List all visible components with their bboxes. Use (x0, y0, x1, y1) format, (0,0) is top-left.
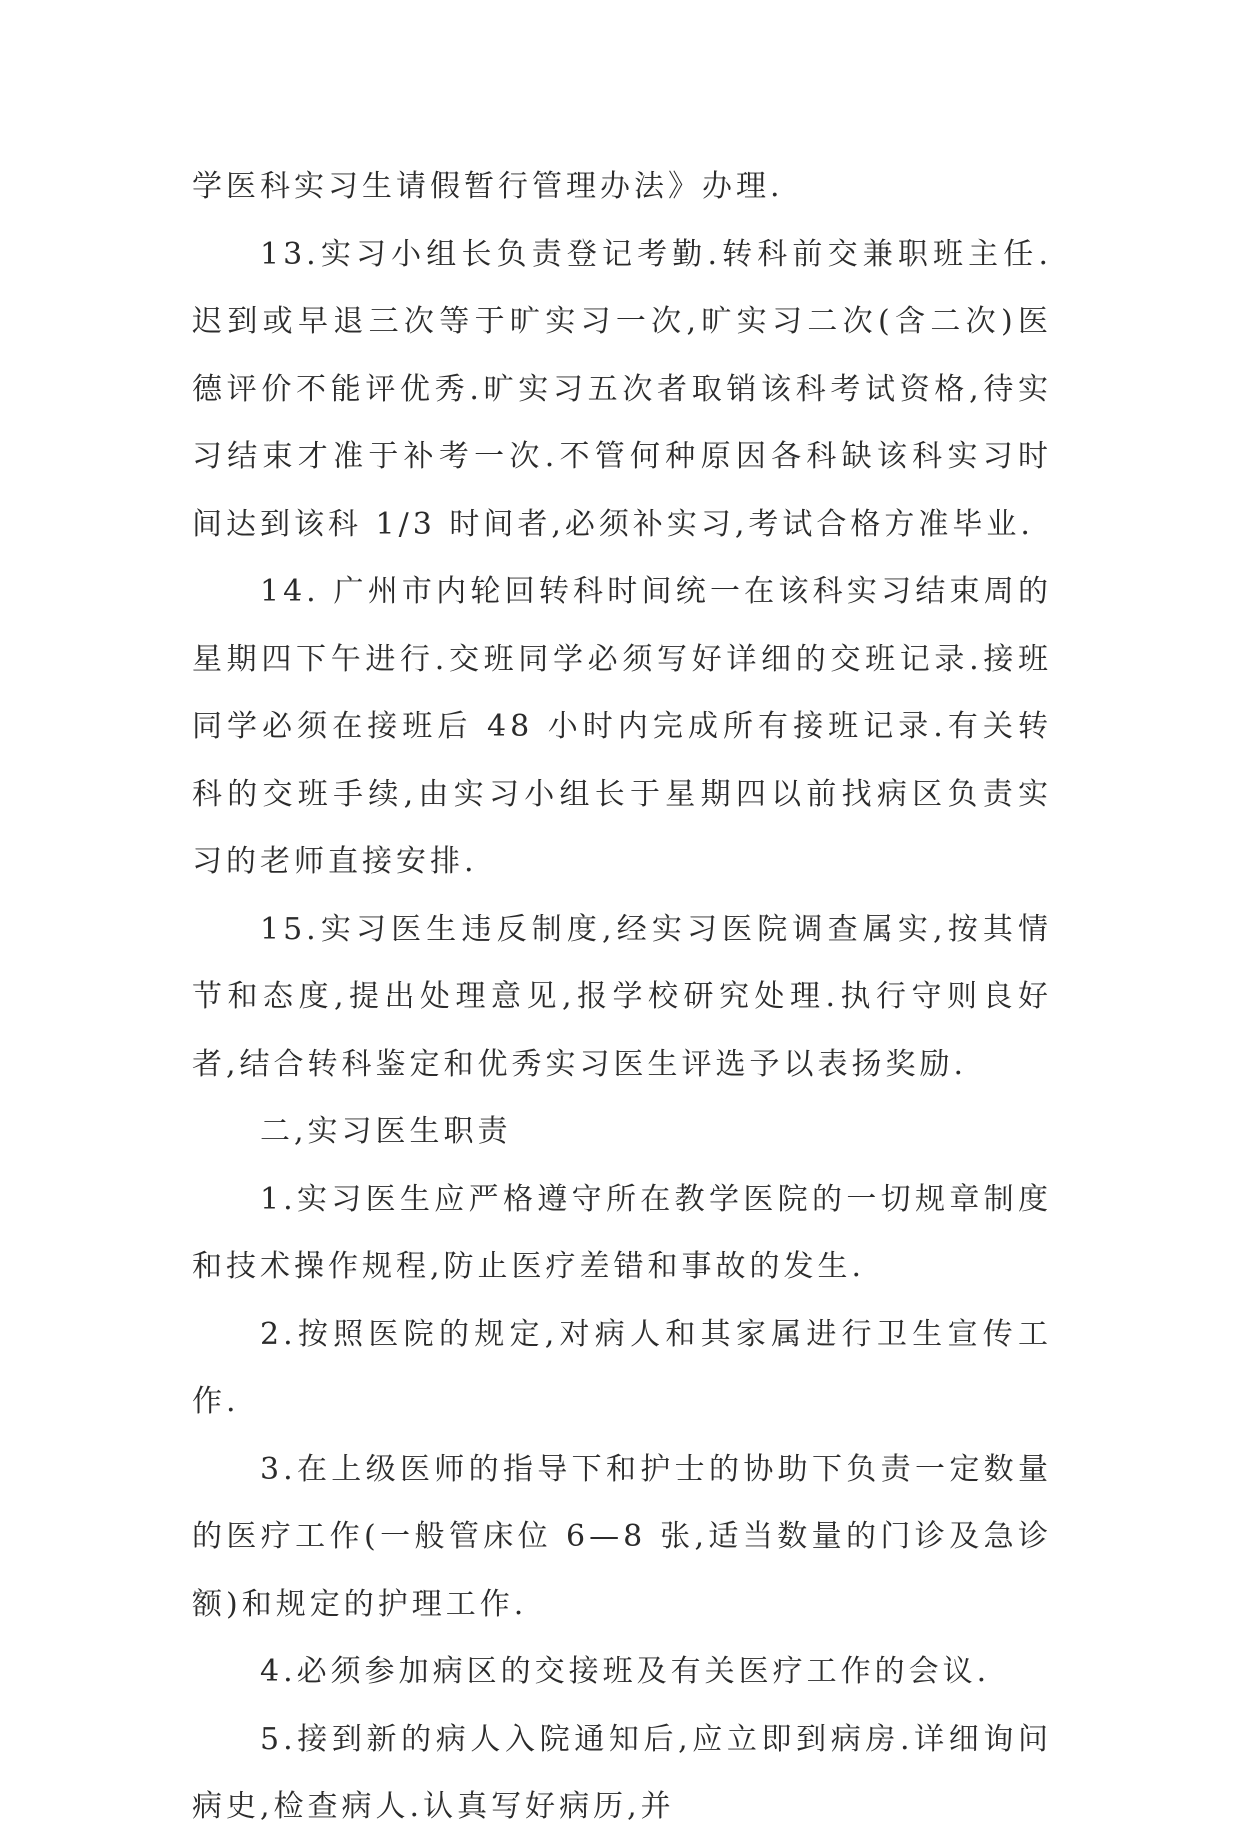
section-heading-intern-duties: 二,实习医生职责 (260, 1114, 512, 1149)
paragraph-item-13-attendance: 13.实习小组长负责登记考勤.转科前交兼职班主任.迟到或早退三次等于旷实习一次,旷实习二次(含二次)医德评价不能评优秀.旷实习五次者取销该科考试资格,待实习结束才准于补考一次.不管何种原因各科缺该科实习时间达到该科 1/3 时间者,必须补实习,考试合格方准毕业. (192, 236, 1052, 542)
paragraph-duty-2: 2.按照医院的规定,对病人和其家属进行卫生宣传工作. (192, 1316, 1052, 1419)
paragraph-duty-5: 5.接到新的病人入院通知后,应立即到病房.详细询问病史,检查病人.认真写好病历,并 (192, 1721, 1052, 1824)
document-body (192, 153, 1052, 1841)
paragraph-duty-4: 4.必须参加病区的交接班及有关医疗工作的会议. (260, 1654, 991, 1689)
paragraph-duty-1: 1.实习医生应严格遵守所在教学医院的一切规章制度和技术操作规程,防止医疗差错和事故的发生. (192, 1181, 1052, 1284)
paragraph-item-14-rotation: 14. 广州市内轮回转科时间统一在该科实习结束周的星期四下午进行.交班同学必须写好详细的交班记录.接班同学必须在接班后 48 小时内完成所有接班记录.有关转科的交班手续,由实习小组长于星期四以前找病区负责实习的老师直接安排. (192, 574, 1052, 879)
paragraph-item-15-violations: 15.实习医生违反制度,经实习医院调查属实,按其情节和态度,提出处理意见,报学校研究处理.执行守则良好者,结合转科鉴定和优秀实习医生评选予以表扬奖励. (192, 911, 1052, 1082)
paragraph-duty-3: 3.在上级医师的指导下和护士的协助下负责一定数量的医疗工作(一般管床位 6—8 张,适当数量的门诊及急诊额)和规定的护理工作. (192, 1451, 1052, 1622)
paragraph-leave-rules-tail: 学医科实习生请假暂行管理办法》办理. (192, 169, 784, 204)
